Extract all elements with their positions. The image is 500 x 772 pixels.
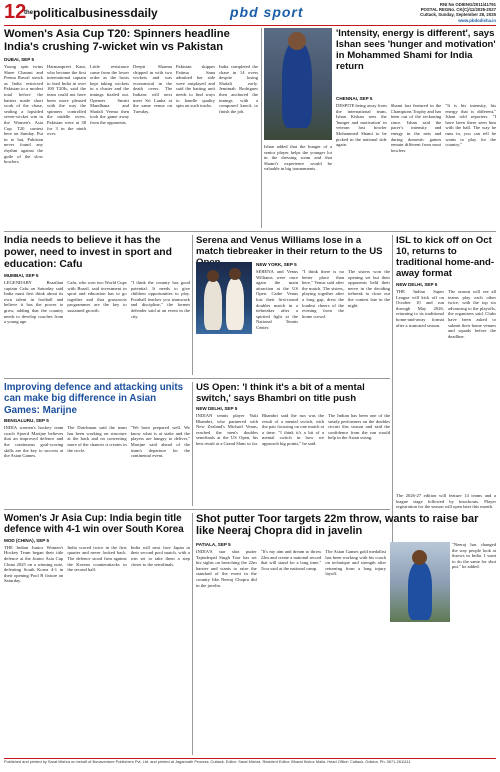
registration-info: RNI No ODIENG/2011/41791 POSTAL REGNo. CK(C)/11/2025-2027 Cuttack, Sunday, September 28, 2025 www.pbdodisha.in <box>366 2 496 23</box>
headline[interactable]: Women's Asia Cup T20: Spinners headline India's crushing 7-wicket win vs Pakistan <box>4 28 230 53</box>
body-column: Little resistance came from the lower order as the hosts kept taking wickets in a cluster and the innings fizzled out. Openers Smriti Mandhana and Shafali Verma then took the game away from the opponents. <box>90 64 129 125</box>
headline[interactable]: 'Intensity, energy is different', says Ishan sees 'hunger and motivation' in Mohammed Shami for India return <box>336 28 496 72</box>
body-column: INDIA'S star shot putter Tajinderpal Singh Toor has set his sights on breaching the 22m barrier and wants to raise the standard of the event in the country like Neeraj Chopra did in the javelin. <box>196 549 257 588</box>
article-toor-col <box>452 542 496 755</box>
body-column: INDIA women's hockey team coach Sjoerd Marijne believes that an improved defence and the continuous goal-scoring skills are the key to success at the Asian Games. <box>4 425 64 459</box>
body-column: The 2026-27 edition will feature 14 teams and a league stage followed by knockouts. Player registration for the season will open later this month. <box>396 493 496 510</box>
imprint-footer: Published and printed by Sarat Mishra on behalf of Bonaventure Publishers Pvt. Ltd. and printed at Jagannath Process, Cuttack. Editor: Sarat Mishra. Resident Editor: Bharat Kishor Malla. Head Office: Cuttack, Odisha. Ph: 0671-2611111 <box>4 758 496 770</box>
section-logo: pbd sport <box>230 4 304 20</box>
headline[interactable]: ISL to kick off on Oct 10, returns to traditional home-and-away format <box>396 235 495 279</box>
top-rule <box>4 25 496 26</box>
body-column: India scored twice in the first quarter and never looked back. The defence stood firm against the Korean counterattacks in the second half. <box>67 544 127 573</box>
body-column: Harmanpreet Kaur, who became the first international captain to lead India in over 100 T20Is, said the team could not have been more pleased with the way the spinners controlled the middle overs. Pakistan were at 38 for 3 in the ninth over. <box>47 64 86 137</box>
body-column: "We have prepared well. We know what is at stake and the players are hungry to deliver," Marijne said ahead of the team's departure for the continental event. <box>130 425 190 459</box>
dateline: NEW DELHI, SEP 5 <box>396 282 438 287</box>
body-column: Deepti Sharma chipped in with two wickets and was economical in the death overs. The Indians will next meet Sri Lanka at the same venue on Tuesday. <box>133 64 172 114</box>
shami-photo <box>264 28 332 140</box>
article-bhambri <box>196 382 390 506</box>
body-column: "It is his intensity, his energy that is different," Ishan told reporters. "I have been there seen him with the ball. The way he runs in, you can tell he wants to play for the country." <box>445 103 497 148</box>
column-divider <box>192 513 193 755</box>
headline[interactable]: Shot putter Toor targets 22m throw, wants to raise bar like Neeraj Chopra did in javelin <box>196 513 479 538</box>
body-column: "I think there is no better place than here," Venus said after the match. The sisters, playing together after a long gap, drew the loudest cheers of the evening from the home crowd. <box>302 269 344 319</box>
section-rule <box>4 509 390 510</box>
article-toor-body <box>196 542 386 755</box>
article-womens-asia-cup <box>4 28 258 228</box>
brand-name: $^{the}$politicalbusinessdaily <box>24 6 158 20</box>
article-williams-body <box>196 262 390 375</box>
article-williams <box>196 235 390 261</box>
headline[interactable]: Improving defence and attacking units can make big difference in Asian Games: Marijne <box>4 382 184 416</box>
body-column: The Dutchman said the team has been working on structure at the back and on converting more of the chances it creates in the circle. <box>67 425 127 453</box>
headline[interactable]: Serena and Venus Williams lose in a match tiebreaker in their return to the US <box>196 235 383 257</box>
body-column: The Indian has been one of the steady performers on the doubles circuit this season and said the confidence from the run would help in the Asian swing. <box>328 413 390 441</box>
body-column: The season will see all teams play each other twice, with the top six advancing to the playoffs, the organisers said. Clubs have been asked to submit their home venues and squads before the deadline. <box>448 289 496 339</box>
body-column: India completed the chase in 14 overs despite losing Shafali early. Jemimah Rodrigues then anchored the innings with a composed knock to finish the job. <box>219 64 258 114</box>
page-number: 12 <box>4 1 27 23</box>
section-rule <box>4 378 390 379</box>
article-marijne <box>4 382 190 506</box>
column-divider <box>261 28 262 228</box>
body-column: The Asian Games gold medallist has been working with his coach on technique and strength after returning from a long injury layoff. <box>325 549 387 577</box>
article-junior-asia-cup <box>4 513 190 755</box>
dateline: BENGALURU, SEP 5 <box>4 418 49 424</box>
body-column: "It's my aim and dream to throw 22m and create a national record that will stand for a long time," Toor said at the national camp. <box>260 549 322 571</box>
body-column: INDIAN tennis player Yuki Bhambri, who partnered with New Zealand's Michael Venus, reached the men's doubles semifinals at the US Open, his best result at a Grand Slam so far. <box>196 413 258 446</box>
dateline: MUMBAI, SEP 5 <box>4 273 39 278</box>
dateline: NEW DELHI, SEP 5 <box>196 406 238 411</box>
article-ishan-shami-body <box>336 96 496 228</box>
toor-photo <box>390 542 450 622</box>
column-divider <box>192 235 193 375</box>
body-column: "I think the country has good potential. It needs to give children opportunities to play. Football teaches you teamwork and discipline," the former defender said at an event in the city. <box>130 280 190 319</box>
body-column: THE Indian Super League will kick off on October 10 and run through May 2026, returning to its traditional home-and-away format after a truncated season. <box>396 289 444 328</box>
article-ishan-shami-col <box>264 144 332 228</box>
section-rule <box>4 231 496 232</box>
dateline: MOD (CHINA), SEP 5 <box>4 537 50 543</box>
body-column: India will next face Japan in their second pool match, with a win set to take them a step closer to the semifinals. <box>130 544 190 567</box>
body-column: LEGENDARY Brazilian captain Cafu on Saturday said India must first think about its own talent in football and believe it has the power to grow, adding that the country needs to develop coaches from a young age. <box>4 280 64 325</box>
body-column: THE Indian Junior Women's Hockey Team began their title defence at the Junior Asia Cup China 2025 on a winning note, defeating South Korea 4-1 in their opening Pool B fixture on Saturday. <box>4 544 64 584</box>
masthead <box>4 2 496 24</box>
body-column: Pakistan skipper Fatima Sana admitted her side were outplayed and said the batting unit needs to find ways to handle quality spin on such tracks. <box>176 64 215 109</box>
article-toor <box>196 513 496 539</box>
headline[interactable]: US Open: 'I think it's a bit of a mental switch,' says Bhambri on title push <box>196 382 365 404</box>
dateline: DUBAI, SEP 5 <box>4 57 35 62</box>
dateline: CHENNAI, SEP 5 <box>336 96 373 101</box>
headline[interactable]: Women's Jr Asia Cup: India begin title defence with 4-1 win over South Korea <box>4 513 184 536</box>
body-column: DESPITE being away from the international team, Ishan Kishan sees the 'hunger and motivation' in veteran fast bowler Mohammed Shami to be picked in the national side again. <box>336 103 387 148</box>
body-column: Shami last featured in the Champions Trophy and has been out of the reckoning since. Ishan said the pacer's intensity and energy in the nets and during domestic games remain different from most bowlers. <box>390 103 442 153</box>
column-divider <box>192 382 193 506</box>
body-column: Bhambri said the run was the result of a mental switch, with the pair focusing on one match at a time. "I think it's a bit of a mental switch in how we approach big points," he said. <box>262 413 324 446</box>
dateline: PATIALA, SEP 5 <box>196 542 231 547</box>
body-column: The sisters won the opening set but their opponents held their nerve in the deciding tiebreak to close out the contest late in the night. <box>348 269 390 308</box>
headline[interactable]: India needs to believe it has the power, need to invest in sport and education: Cafu <box>4 235 173 270</box>
body-column: Cafu, who won two World Cups with Brazil, said investment in sport and education has to go together and that grassroots programmes are the key to sustained growth. <box>67 280 127 313</box>
body-column: Ishan added that the hunger of a senior player helps the younger lot in the dressing room and that Shami's experience would be valuable in big tournaments. <box>264 144 332 172</box>
body-column: "Neeraj has changed the way people look at throws in India. I want to do the same for shot put," he added. <box>452 542 496 570</box>
body-column: SERENA and Venus Williams were once again the main attraction at the US Open. Cadre Venus lost their first-round doubles match in a tiebreaker after a spirited fight at the National Tennis Center. <box>256 269 298 330</box>
body-column: Young spin twins Shree Charani and Prema Rawal struck as India restricted Pakistan to a modest total before the batters made short work of the chase, sealing a lopsided seven-wicket win in the Women's Asia Cup T20 contest here on Sunday. Put in to bat, Pakistan never found any rhythm against the guile of the slow bowlers. <box>4 64 43 165</box>
website-link[interactable]: www.pbdodisha.in <box>458 17 496 23</box>
article-cafu <box>4 235 190 375</box>
dateline: NEW YORK, SEP 5 <box>256 262 297 267</box>
